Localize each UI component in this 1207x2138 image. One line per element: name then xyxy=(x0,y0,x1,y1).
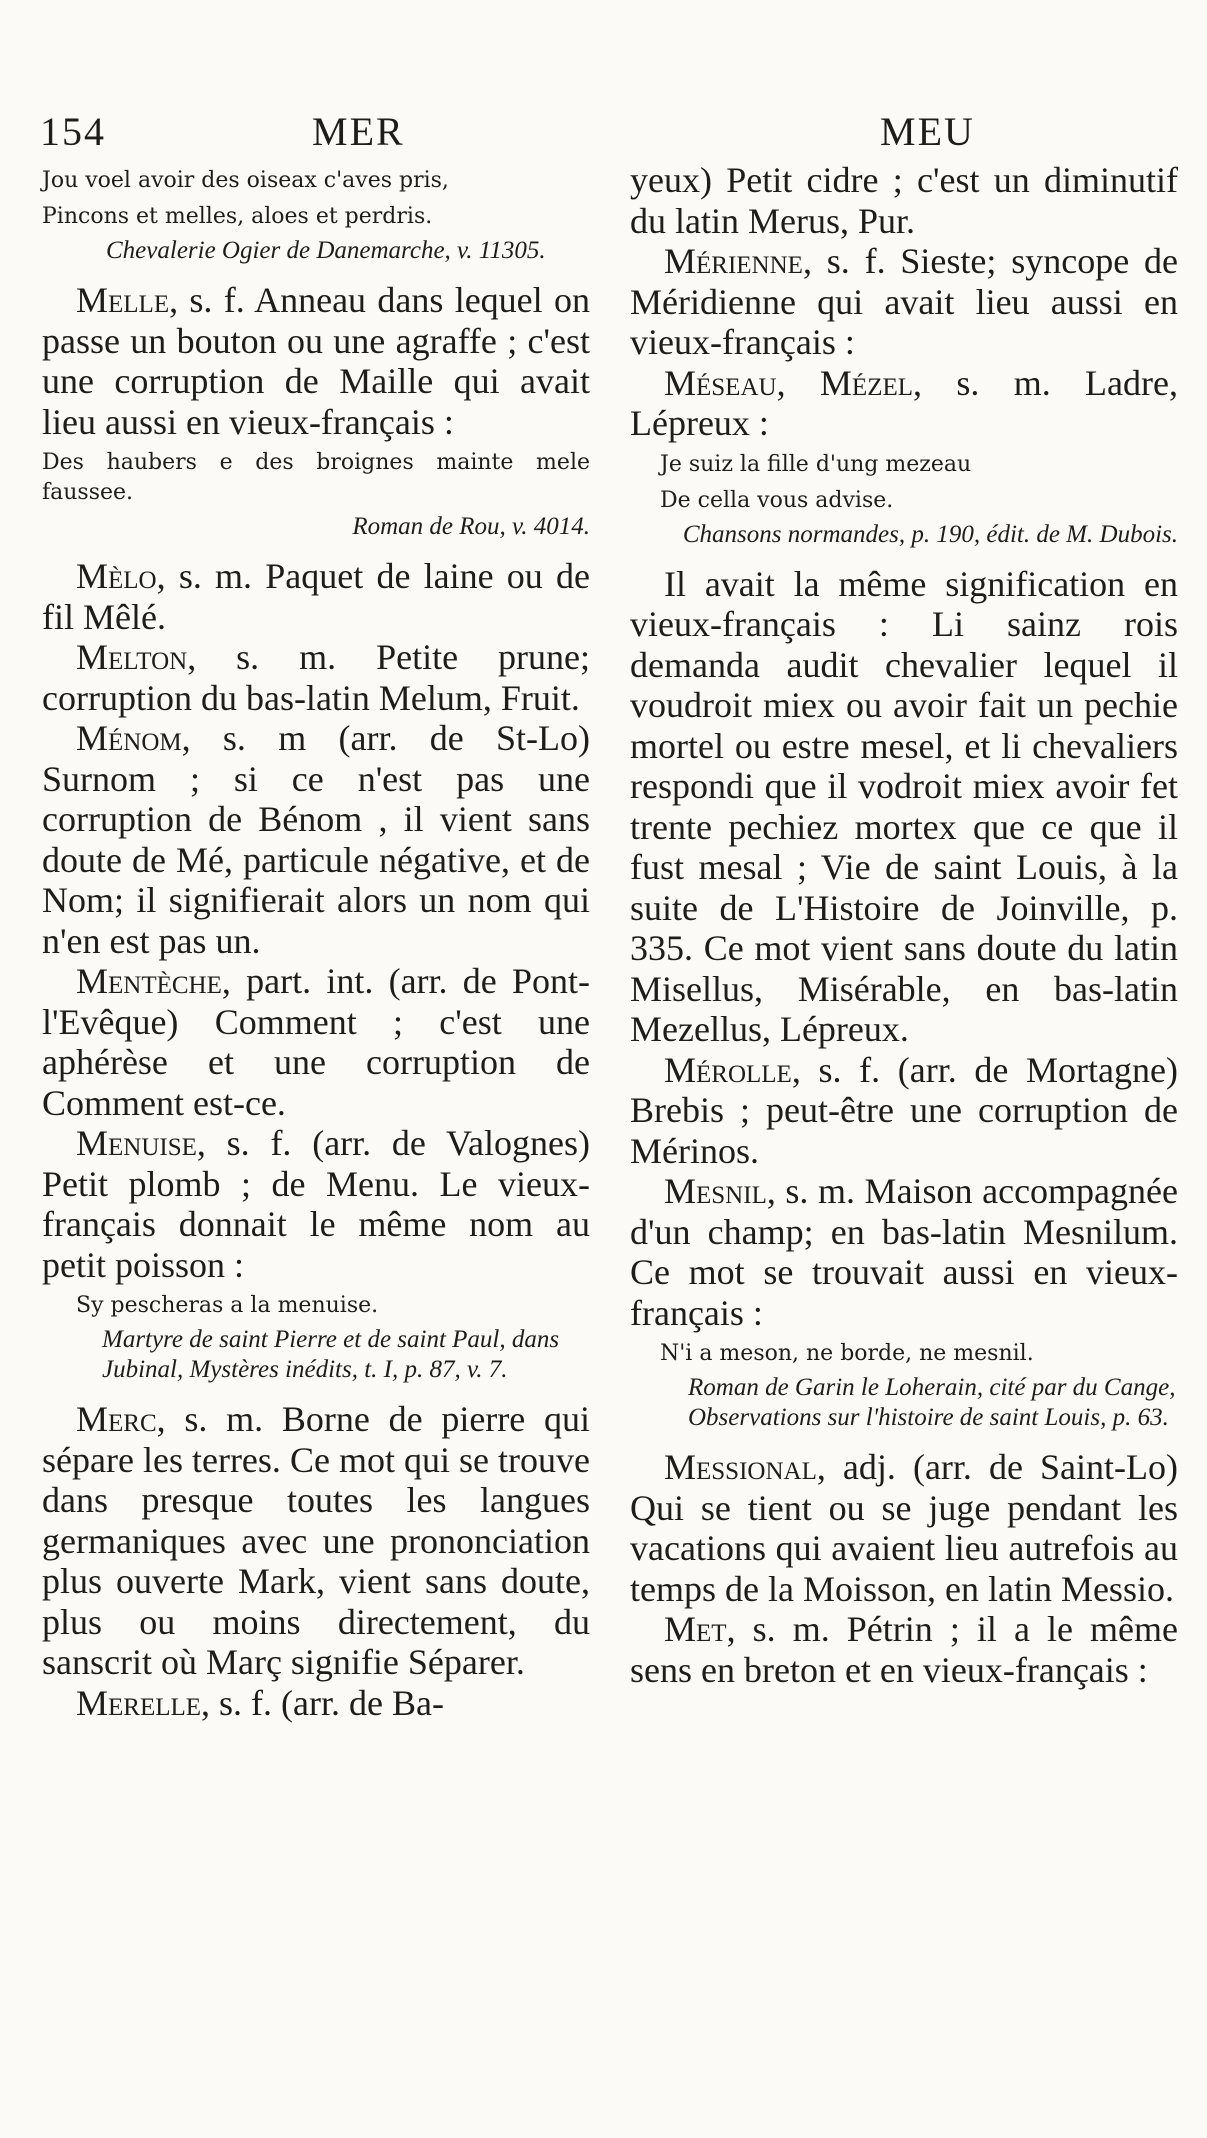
headword: Mesnil xyxy=(664,1171,767,1211)
definition: , s. m (arr. de St-Lo) Surnom ; si ce n'est pas une corruption de Bénom , il vient sans doute de Mé, particule négative, et de Nom; il signifierait alors un nom qui n'en est pas un. xyxy=(42,718,590,961)
definition: , s. m. Paquet de laine ou de fil Mêlé. xyxy=(42,556,590,637)
entry-melle xyxy=(42,280,590,442)
source-citation: Roman de Rou, v. 4014. xyxy=(352,513,590,540)
entry-merolle xyxy=(630,1050,1178,1172)
quote-line: De cella vous advise. xyxy=(660,487,894,513)
continued-entry: yeux) Petit cidre ; c'est un diminutif du latin Merus, Pur. xyxy=(630,160,1178,241)
page-header xyxy=(40,108,1167,158)
definition: , s. f. (arr. de Ba- xyxy=(201,1682,444,1723)
definition: , s. f. Sieste; syncope de Méridienne qui avait lieu aussi en vieux-français : xyxy=(630,241,1178,362)
headword: Menuise xyxy=(76,1123,197,1163)
entry-meseau xyxy=(630,363,1178,444)
quote-line: N'i a meson, ne borde, ne mesnil. xyxy=(660,1341,1034,1366)
headword: Melton xyxy=(76,637,188,677)
source-citation: Chansons normandes, p. 190, édit. de M. Dubois. xyxy=(682,520,1178,548)
header-left-word: MER xyxy=(312,109,405,154)
headword: Mèlo xyxy=(76,556,157,596)
source-citation: Chevalerie Ogier de Danemarche, v. 11305. xyxy=(106,237,546,264)
definition: , s. f. (arr. de Valognes) Petit plomb ; de Menu. Le vieux-français donnait le même nom au petit poisson : xyxy=(42,1123,590,1285)
entry-merienne xyxy=(630,241,1178,363)
entry-melton xyxy=(42,637,590,718)
definition: , part. int. (arr. de Pont-l'Evêque) Comment ; c'est une aphérèse et une corruption de Comment est-ce. xyxy=(42,961,590,1123)
definition: , s. m. Ladre, Lépreux : xyxy=(630,362,1178,443)
entry-mesnil xyxy=(630,1171,1178,1333)
entry-met xyxy=(630,1609,1178,1690)
quote-line: Des haubers e des broignes mainte mele faussee. xyxy=(42,450,590,505)
definition: , adj. (arr. de Saint-Lo) Qui se tient ou se juge pendant les vacations qui avaient lieu autrefois au temps de la Moisson, en latin Messio. xyxy=(630,1447,1178,1609)
definition: , s. m. Petite prune; corruption du bas-latin Melum, Fruit. xyxy=(42,637,590,718)
quote-line: Jou voel avoir des oiseax c'aves pris, xyxy=(42,168,449,193)
headword: Met xyxy=(664,1609,727,1649)
headword: Messional xyxy=(664,1447,817,1487)
definition: , s. m. Pétrin ; il a le même sens en breton et en vieux-français : xyxy=(630,1609,1178,1690)
entry-merc xyxy=(42,1399,590,1683)
header-right-word: MEU xyxy=(880,109,975,154)
source-citation: Martyre de saint Pierre et de saint Paul, dans Jubinal, Mystères inédits, t. I, p. 87, v. 7. xyxy=(102,1326,560,1383)
entry-meseau-continued: Il avait la même signification en vieux-français : Li sainz rois demanda audit chevalier lequel il voudroit miex ou avoir fait un pechie mortel ou estre mesel, et li chevaliers respondi que il vodroit miex avoir fet trente pechiez mortex que ce que il fust mesal ; Vie de saint Louis, à la suite de L'Histoire de Joinville, p. 335. Ce mot vient sans doute du latin Misellus, Misérable, en bas-latin Mezellus, Lépreux. xyxy=(630,563,1178,1049)
definition: , s. m. Maison accompagnée d'un champ; en bas-latin Mesnilum. Ce mot se trouvait aussi en vieux-français : xyxy=(630,1171,1178,1333)
quote-line: Je suiz la fille d'ung mezeau xyxy=(660,451,972,477)
entry-menuise xyxy=(42,1123,590,1285)
left-column xyxy=(42,160,590,1723)
entry-merelle xyxy=(42,1683,590,1724)
headword: Mérienne xyxy=(664,241,803,281)
headword: Mentèche xyxy=(76,961,222,1001)
source-citation: Roman de Garin le Loherain, cité par du Cange, Observations sur l'histoire de saint Louis, p. 63. xyxy=(688,1374,1176,1431)
headword: Méseau, Mézel xyxy=(664,362,914,403)
entry-messional xyxy=(630,1447,1178,1609)
headword: Merc xyxy=(76,1399,157,1439)
quote-line: Sy pescheras a la menuise. xyxy=(76,1293,379,1318)
right-column xyxy=(630,160,1178,1690)
entry-melo xyxy=(42,556,590,637)
entry-menteche xyxy=(42,961,590,1123)
page-number: 154 xyxy=(40,109,106,154)
headword: Merelle xyxy=(76,1682,202,1723)
headword: Melle xyxy=(76,280,170,320)
definition: , s. f. Anneau dans lequel on passe un bouton ou une agraffe ; c'est une corruption de Maille qui avait lieu aussi en vieux-français : xyxy=(42,280,590,442)
headword: Ménom xyxy=(76,718,182,758)
entry-menom xyxy=(42,718,590,961)
definition: , s. f. (arr. de Mortagne) Brebis ; peut-être une corruption de Mérinos. xyxy=(630,1049,1178,1171)
definition: , s. m. Borne de pierre qui sépare les terres. Ce mot qui se trouve dans presque toutes les langues germaniques avec une prononciation plus ouverte Mark, vient sans doute, plus ou moins directement, du sanscrit où Març signifie Séparer. xyxy=(42,1399,590,1682)
headword: Mérolle xyxy=(664,1049,792,1090)
quote-line: Pincons et melles, aloes et perdris. xyxy=(42,204,433,229)
